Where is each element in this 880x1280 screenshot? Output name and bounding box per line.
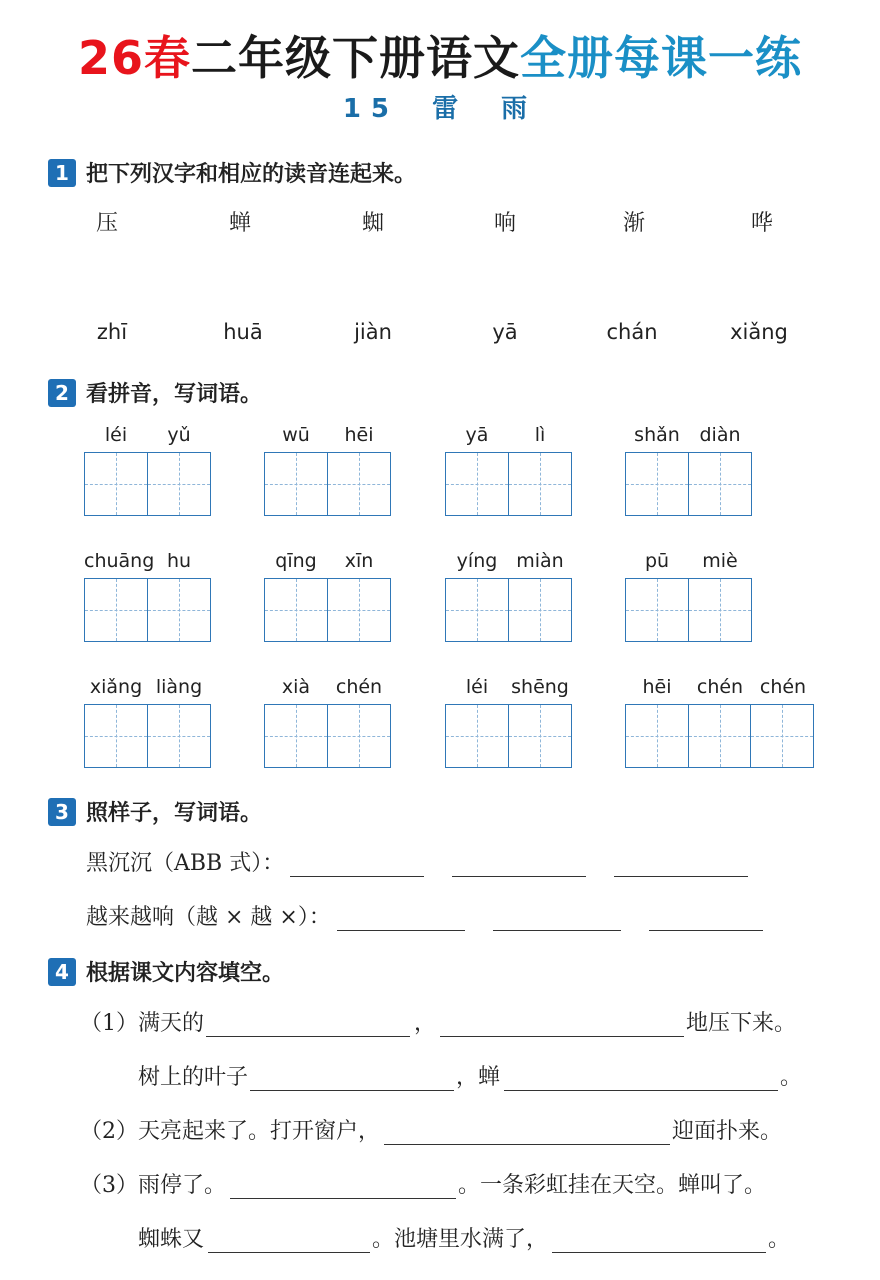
- writing-box[interactable]: [688, 578, 752, 642]
- writing-box[interactable]: [625, 704, 689, 768]
- pinyin-label: chén: [759, 676, 807, 698]
- fill-text: ，: [414, 1011, 437, 1036]
- question-2-header: [48, 377, 262, 408]
- writing-box[interactable]: [750, 704, 814, 768]
- writing-box[interactable]: [688, 452, 752, 516]
- fill-text: 地压下来。: [686, 1011, 797, 1036]
- pinyin-label: miàn: [516, 550, 564, 572]
- pinyin-label: yā: [465, 424, 489, 446]
- pinyin-label: hēi: [642, 676, 672, 698]
- answer-blank[interactable]: [493, 906, 621, 931]
- fill-line-2: [138, 1060, 802, 1091]
- pinyin-label: chuāng: [84, 550, 155, 572]
- fill-text: 。: [768, 1227, 791, 1252]
- pinyin-label: yǔ: [167, 424, 191, 446]
- pinyin-option[interactable]: yā: [492, 320, 518, 344]
- answer-blank[interactable]: [649, 906, 763, 931]
- pinyin-label: shēng: [511, 676, 569, 698]
- fill-text: （2）天亮起来了。打开窗户，: [80, 1119, 380, 1144]
- abb-prompt: 黑沉沉（ABB 式）：: [86, 851, 285, 876]
- pinyin-label: yíng: [456, 550, 498, 572]
- writing-box[interactable]: [688, 704, 752, 768]
- question-instruction: 照样子，写词语。: [86, 800, 263, 826]
- pinyin-label: hu: [166, 550, 192, 572]
- character[interactable]: 哗: [750, 211, 774, 236]
- fill-text: （3）雨停了。: [80, 1173, 226, 1198]
- writing-box[interactable]: [327, 578, 391, 642]
- lesson-title: 15 雷 雨: [342, 94, 538, 124]
- writing-box[interactable]: [327, 452, 391, 516]
- pinyin-label: léi: [104, 424, 128, 446]
- fill-line-4: [80, 1168, 766, 1199]
- pinyin-label: xiǎng: [89, 676, 143, 698]
- answer-blank[interactable]: [230, 1174, 456, 1199]
- yue-line: [86, 900, 769, 931]
- answer-blank[interactable]: [504, 1066, 778, 1091]
- character[interactable]: 蜘: [361, 211, 385, 236]
- pinyin-option[interactable]: chán: [606, 320, 658, 344]
- writing-box[interactable]: [84, 704, 148, 768]
- question-number-badge: 3: [48, 798, 76, 826]
- pinyin-label: xīn: [344, 550, 374, 572]
- fill-line-3: [80, 1114, 782, 1145]
- pinyin-label: liàng: [155, 676, 203, 698]
- fill-text: 。一条彩虹挂在天空。蝉叫了。: [458, 1173, 767, 1198]
- pinyin-label: wū: [282, 424, 310, 446]
- abb-line: [86, 846, 754, 877]
- character[interactable]: 响: [493, 211, 517, 236]
- question-instruction: 根据课文内容填空。: [86, 960, 285, 986]
- pinyin-option[interactable]: zhī: [96, 320, 128, 344]
- writing-box[interactable]: [445, 704, 509, 768]
- question-number-badge: 2: [48, 379, 76, 407]
- pinyin-label: xià: [281, 676, 311, 698]
- writing-box[interactable]: [84, 578, 148, 642]
- writing-box[interactable]: [508, 704, 572, 768]
- writing-box[interactable]: [147, 452, 211, 516]
- character[interactable]: 渐: [622, 211, 646, 236]
- writing-box[interactable]: [327, 704, 391, 768]
- writing-box[interactable]: [508, 578, 572, 642]
- pinyin-label: chén: [335, 676, 383, 698]
- pinyin-label: miè: [702, 550, 738, 572]
- worksheet-title: [0, 22, 880, 88]
- fill-line-1: [80, 1006, 796, 1037]
- answer-blank[interactable]: [208, 1228, 370, 1253]
- question-4-header: [48, 956, 284, 987]
- fill-line-5: [138, 1222, 790, 1253]
- question-1-header: [48, 157, 416, 188]
- writing-box[interactable]: [445, 452, 509, 516]
- pinyin-label: diàn: [699, 424, 741, 446]
- writing-box[interactable]: [264, 704, 328, 768]
- writing-box[interactable]: [147, 704, 211, 768]
- answer-blank[interactable]: [206, 1012, 410, 1037]
- writing-box[interactable]: [445, 578, 509, 642]
- pinyin-option[interactable]: xiǎng: [730, 320, 788, 344]
- fill-text: ，蝉: [456, 1065, 501, 1090]
- writing-box[interactable]: [147, 578, 211, 642]
- title-season: 26春: [77, 31, 191, 85]
- pinyin-label: shǎn: [634, 424, 680, 446]
- answer-blank[interactable]: [552, 1228, 766, 1253]
- answer-blank[interactable]: [290, 852, 424, 877]
- character[interactable]: 压: [95, 211, 119, 236]
- fill-text: 蜘蛛又: [138, 1227, 205, 1252]
- writing-box[interactable]: [625, 578, 689, 642]
- question-number-badge: 4: [48, 958, 76, 986]
- answer-blank[interactable]: [452, 852, 586, 877]
- fill-text: 迎面扑来。: [672, 1119, 783, 1144]
- fill-text: 树上的叶子: [138, 1065, 249, 1090]
- answer-blank[interactable]: [250, 1066, 454, 1091]
- yue-prompt: 越来越响（越 × 越 ×）：: [86, 905, 331, 930]
- writing-box[interactable]: [625, 452, 689, 516]
- title-grade: 二年级下册语文: [191, 31, 520, 85]
- pinyin-option[interactable]: huā: [223, 320, 263, 344]
- writing-box[interactable]: [84, 452, 148, 516]
- pinyin-label: lì: [534, 424, 546, 446]
- fill-text: （1）满天的: [80, 1011, 204, 1036]
- writing-box[interactable]: [508, 452, 572, 516]
- character[interactable]: 蝉: [228, 211, 252, 236]
- question-instruction: 看拼音，写词语。: [86, 381, 263, 407]
- pinyin-label: chén: [696, 676, 744, 698]
- writing-box[interactable]: [264, 578, 328, 642]
- answer-blank[interactable]: [337, 906, 465, 931]
- pinyin-label: qīng: [275, 550, 317, 572]
- answer-blank[interactable]: [614, 852, 748, 877]
- answer-blank[interactable]: [384, 1120, 670, 1145]
- writing-box[interactable]: [264, 452, 328, 516]
- title-series: 全册每课一练: [520, 31, 802, 85]
- pinyin-label: pū: [644, 550, 670, 572]
- answer-blank[interactable]: [440, 1012, 684, 1037]
- question-instruction: 把下列汉字和相应的读音连起来。: [86, 161, 417, 187]
- fill-text: 。: [780, 1065, 803, 1090]
- question-number-badge: 1: [48, 159, 76, 187]
- pinyin-label: léi: [465, 676, 489, 698]
- pinyin-option[interactable]: jiàn: [354, 320, 392, 344]
- fill-text: 。池塘里水满了，: [372, 1227, 549, 1252]
- question-3-header: [48, 796, 262, 827]
- pinyin-label: hēi: [344, 424, 374, 446]
